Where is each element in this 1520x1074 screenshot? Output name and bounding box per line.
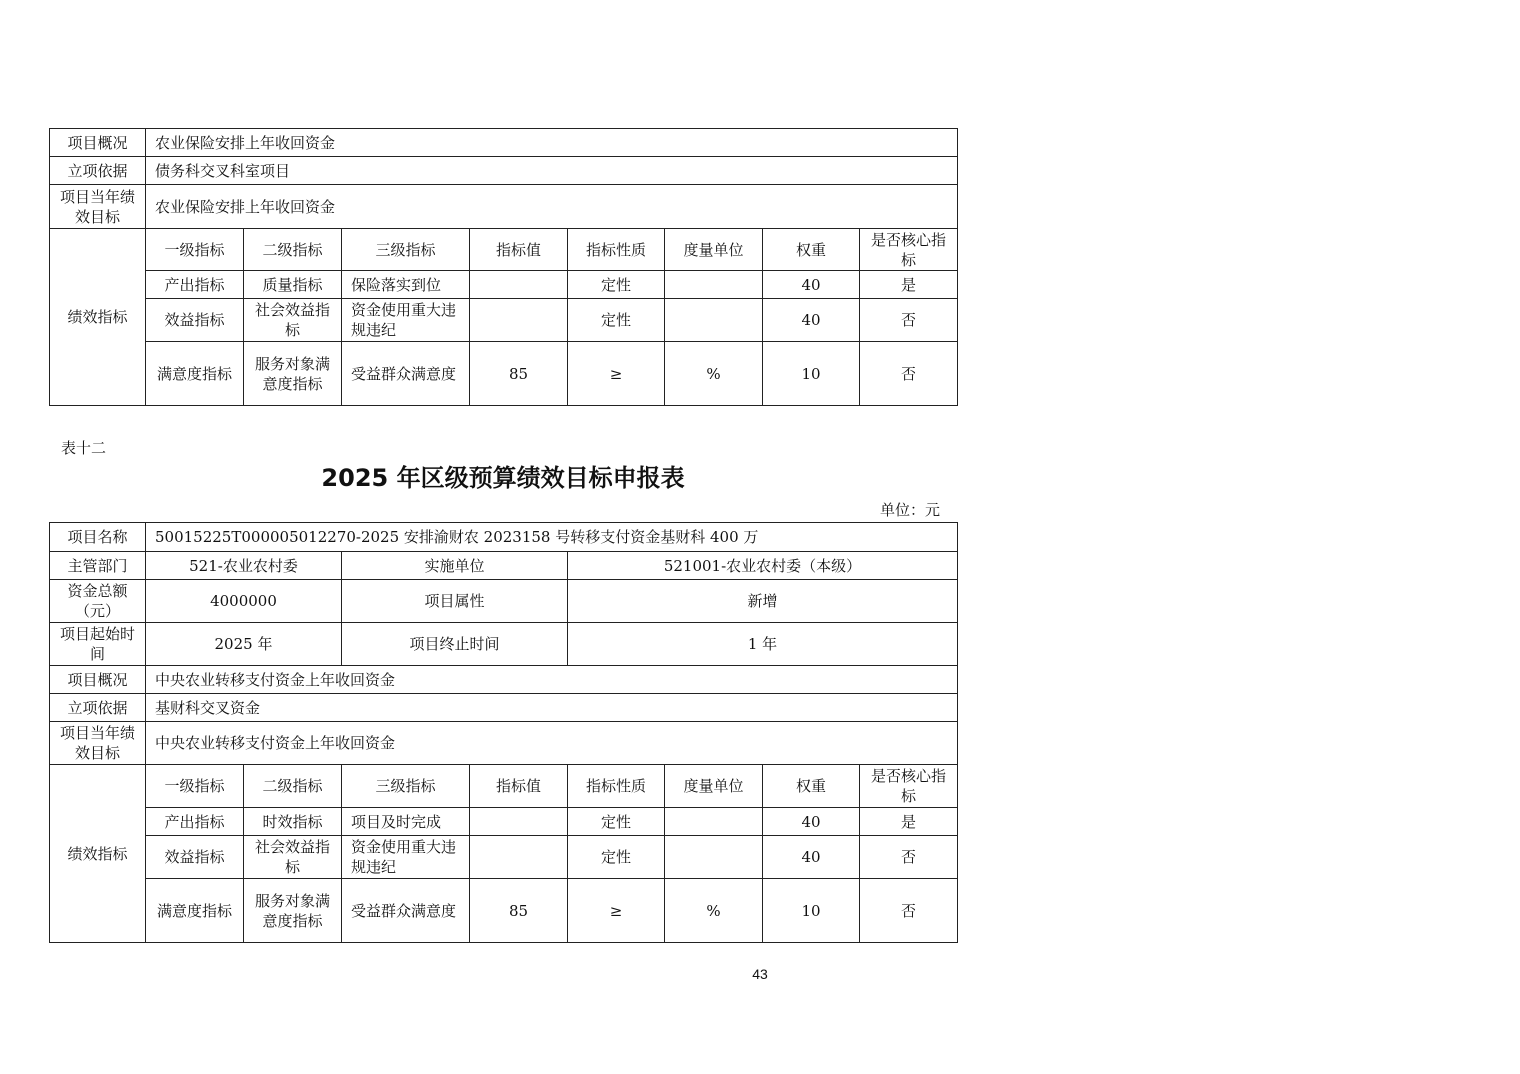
- header-cell: 三级指标: [342, 229, 470, 271]
- cell: 满意度指标: [146, 879, 244, 943]
- header-cell: 度量单位: [665, 229, 763, 271]
- table-row: [50, 836, 958, 879]
- cell: 40: [763, 808, 860, 836]
- table-row: [50, 623, 958, 666]
- cell: 否: [860, 342, 958, 406]
- table-row: [50, 523, 958, 552]
- cell: 定性: [568, 299, 665, 342]
- cell: %: [665, 342, 763, 406]
- cell: [665, 271, 763, 299]
- cell: 40: [763, 271, 860, 299]
- header-cell: 度量单位: [665, 765, 763, 808]
- table-row: [50, 808, 958, 836]
- header-cell: 一级指标: [146, 765, 244, 808]
- cell: [665, 299, 763, 342]
- cell: 否: [860, 299, 958, 342]
- label-end-time: 项目终止时间: [342, 623, 568, 666]
- header-cell: 三级指标: [342, 765, 470, 808]
- cell: 社会效益指标: [244, 836, 342, 879]
- page-number: 43: [752, 966, 768, 982]
- cell: 85: [470, 342, 568, 406]
- table-row: [50, 271, 958, 299]
- label-overview: 项目概况: [50, 129, 146, 157]
- label-implementer: 实施单位: [342, 552, 568, 580]
- cell: 社会效益指标: [244, 299, 342, 342]
- cell: 受益群众满意度: [342, 342, 470, 406]
- table-row: [50, 299, 958, 342]
- cell: 效益指标: [146, 299, 244, 342]
- header-cell: 指标值: [470, 229, 568, 271]
- table-row: [50, 666, 958, 694]
- cell: 定性: [568, 808, 665, 836]
- header-cell: 权重: [763, 765, 860, 808]
- header-cell: 是否核心指标: [860, 229, 958, 271]
- cell: 效益指标: [146, 836, 244, 879]
- cell: [665, 808, 763, 836]
- cell: ≥: [568, 879, 665, 943]
- label-basis: 立项依据: [50, 157, 146, 185]
- cell: 定性: [568, 271, 665, 299]
- table-row: [50, 157, 958, 185]
- header-row: [50, 765, 958, 808]
- cell: 质量指标: [244, 271, 342, 299]
- label-overview: 项目概况: [50, 666, 146, 694]
- cell: 是: [860, 808, 958, 836]
- cell: [470, 271, 568, 299]
- cell: [470, 836, 568, 879]
- label-start-time: 项目起始时间: [50, 623, 146, 666]
- cell: 资金使用重大违规违纪: [342, 836, 470, 879]
- table-row: [50, 185, 958, 229]
- label-performance: 绩效指标: [50, 765, 146, 943]
- value-project-name: 50015225T000005012270-2025 安排渝财农 2023158 号转移支付资金基财科 400 万: [146, 523, 958, 552]
- cell: 定性: [568, 836, 665, 879]
- unit-label: 单位：元: [880, 501, 941, 519]
- cell: 项目及时完成: [342, 808, 470, 836]
- value-overview: 农业保险安排上年收回资金: [146, 129, 958, 157]
- cell: ≥: [568, 342, 665, 406]
- cell: 否: [860, 879, 958, 943]
- cell: 满意度指标: [146, 342, 244, 406]
- cell: 资金使用重大违规违纪: [342, 299, 470, 342]
- cell: 85: [470, 879, 568, 943]
- cell: 40: [763, 836, 860, 879]
- label-project-name: 项目名称: [50, 523, 146, 552]
- header-cell: 二级指标: [244, 229, 342, 271]
- value-goal: 中央农业转移支付资金上年收回资金: [146, 722, 958, 765]
- table-row: [50, 879, 958, 943]
- cell: [470, 808, 568, 836]
- table-row: [50, 129, 958, 157]
- value-implementer: 521001-农业农村委（本级）: [568, 552, 958, 580]
- cell: 10: [763, 342, 860, 406]
- table-row: [50, 722, 958, 765]
- value-project-attr: 新增: [568, 580, 958, 623]
- cell: 产出指标: [146, 808, 244, 836]
- value-end-time: 1 年: [568, 623, 958, 666]
- cell: 是: [860, 271, 958, 299]
- cell: %: [665, 879, 763, 943]
- label-goal: 项目当年绩效目标: [50, 722, 146, 765]
- label-department: 主管部门: [50, 552, 146, 580]
- value-goal: 农业保险安排上年收回资金: [146, 185, 958, 229]
- cell: 保险落实到位: [342, 271, 470, 299]
- cell: 产出指标: [146, 271, 244, 299]
- label-performance: 绩效指标: [50, 229, 146, 406]
- table-number: 表十二: [61, 439, 107, 457]
- value-start-time: 2025 年: [146, 623, 342, 666]
- header-cell: 权重: [763, 229, 860, 271]
- value-overview: 中央农业转移支付资金上年收回资金: [146, 666, 958, 694]
- performance-table-2: [49, 522, 958, 943]
- value-fund-total: 4000000: [146, 580, 342, 623]
- cell: 时效指标: [244, 808, 342, 836]
- table-row: [50, 552, 958, 580]
- header-row: [50, 229, 958, 271]
- header-cell: 指标值: [470, 765, 568, 808]
- cell: 受益群众满意度: [342, 879, 470, 943]
- value-basis: 债务科交叉科室项目: [146, 157, 958, 185]
- value-basis: 基财科交叉资金: [146, 694, 958, 722]
- header-cell: 指标性质: [568, 229, 665, 271]
- table-row: [50, 694, 958, 722]
- label-goal: 项目当年绩效目标: [50, 185, 146, 229]
- performance-table-1: [49, 128, 958, 406]
- page-title: 2025 年区级预算绩效目标申报表: [321, 464, 685, 492]
- header-cell: 一级指标: [146, 229, 244, 271]
- cell: 服务对象满意度指标: [244, 879, 342, 943]
- cell: [470, 299, 568, 342]
- header-cell: 是否核心指标: [860, 765, 958, 808]
- table-row: [50, 342, 958, 406]
- label-basis: 立项依据: [50, 694, 146, 722]
- header-cell: 二级指标: [244, 765, 342, 808]
- label-fund-total: 资金总额（元）: [50, 580, 146, 623]
- cell: 否: [860, 836, 958, 879]
- cell: 40: [763, 299, 860, 342]
- cell: [665, 836, 763, 879]
- header-cell: 指标性质: [568, 765, 665, 808]
- cell: 服务对象满意度指标: [244, 342, 342, 406]
- value-department: 521-农业农村委: [146, 552, 342, 580]
- table-row: [50, 580, 958, 623]
- cell: 10: [763, 879, 860, 943]
- label-project-attr: 项目属性: [342, 580, 568, 623]
